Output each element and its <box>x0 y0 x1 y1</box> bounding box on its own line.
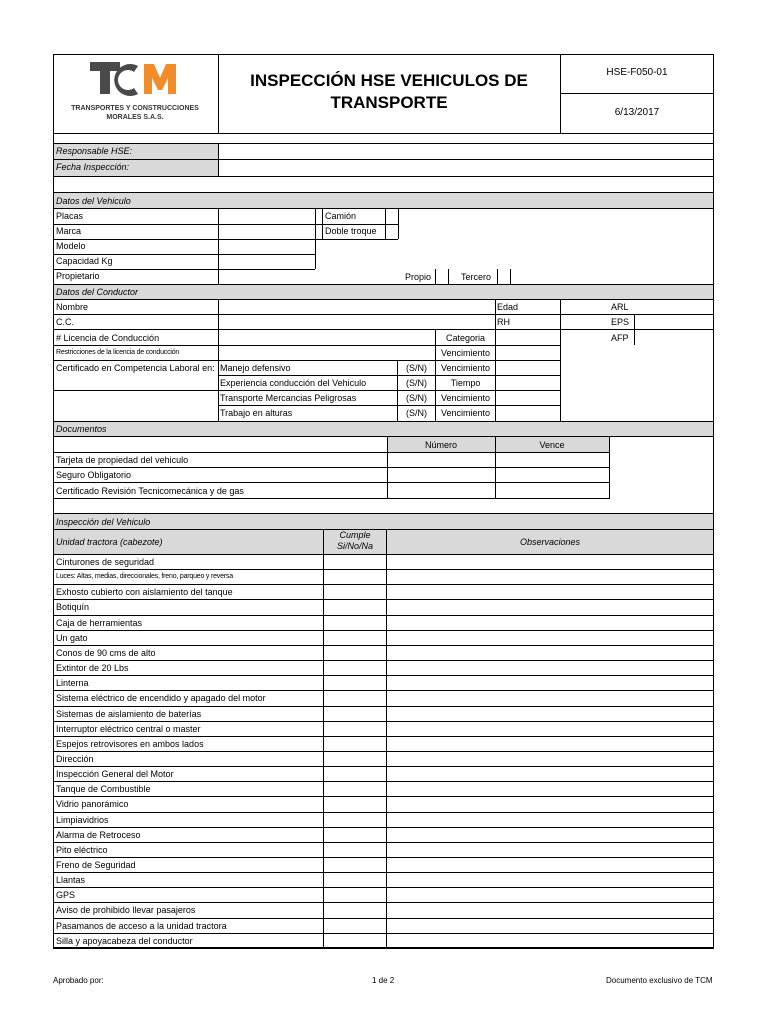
col-unidad: Unidad tractora (cabezote) <box>56 537 163 547</box>
sn-label: (S/N) <box>406 393 427 403</box>
owner-tercero-checkbox[interactable] <box>498 270 510 284</box>
inspection-cumple-cell[interactable] <box>324 676 386 690</box>
inspection-item-label: Aviso de prohibido llevar pasajeros <box>56 905 196 915</box>
cert-right-label: Vencimiento <box>440 393 491 403</box>
inspection-cumple-cell[interactable] <box>324 873 386 887</box>
vehicle-field-label: Capacidad Kg <box>56 256 113 266</box>
form-title: INSPECCIÓN HSE VEHICULOS DE TRANSPORTE <box>250 71 528 112</box>
inspection-cumple-cell[interactable] <box>324 616 386 630</box>
type-camion-label: Camión <box>325 211 357 221</box>
edad-label: Edad <box>497 302 519 312</box>
driver-field-label: Certificado en Competencia Laboral en: <box>56 363 215 373</box>
inspection-obs-cell[interactable] <box>387 843 713 857</box>
inspection-obs-cell[interactable] <box>387 828 713 842</box>
inspection-obs-cell[interactable] <box>387 691 713 705</box>
footer-exclusive: Documento exclusivo de TCM <box>606 976 713 985</box>
inspection-obs-cell[interactable] <box>387 903 713 917</box>
inspection-item-label: Extintor de 20 Lbs <box>56 663 129 673</box>
inspection-item-label: Inspección General del Motor <box>56 769 174 779</box>
inspection-obs-cell[interactable] <box>387 631 713 645</box>
inspection-item-label: Espejos retrovisores en ambos lados <box>56 739 204 749</box>
type-doble-checkbox[interactable] <box>386 224 398 239</box>
inspection-item-label: Silla y apoyacabeza del conductor <box>56 936 193 946</box>
inspection-item-label: Llantas <box>56 875 86 885</box>
inspection-obs-cell[interactable] <box>387 873 713 887</box>
type-camion-checkbox[interactable] <box>386 209 398 224</box>
inspection-item-label: Caja de herramientas <box>56 618 143 628</box>
logo-text: TRANSPORTES Y CONSTRUCCIONES MORALES S.A.S. <box>71 105 199 121</box>
inspection-obs-cell[interactable] <box>387 707 713 721</box>
owner-propio-checkbox[interactable] <box>436 270 448 284</box>
inspection-obs-cell[interactable] <box>387 646 713 660</box>
inspection-item-label: Luces: Altas, medias, direccionales, freno, parqueo y reversa <box>56 573 233 580</box>
inspection-cumple-cell[interactable] <box>324 858 386 872</box>
inspection-cumple-cell[interactable] <box>324 903 386 917</box>
sn-label: (S/N) <box>406 363 427 373</box>
inspection-cumple-cell[interactable] <box>324 707 386 721</box>
driver-field-label: Restricciones de la licencia de conducción <box>56 349 180 356</box>
inspection-cumple-cell[interactable] <box>324 691 386 705</box>
inspection-cumple-cell[interactable] <box>324 555 386 569</box>
type-doble-label: Doble troque <box>325 226 377 236</box>
inspection-obs-cell[interactable] <box>387 767 713 781</box>
inspection-obs-cell[interactable] <box>387 585 713 599</box>
inspection-obs-cell[interactable] <box>387 661 713 675</box>
inspection-cumple-cell[interactable] <box>324 585 386 599</box>
section-inspeccion: Inspección del Vehiculo <box>56 517 151 527</box>
vehicle-field-label: Placas <box>56 211 84 221</box>
inspection-cumple-cell[interactable] <box>324 843 386 857</box>
company-logo <box>60 58 210 128</box>
inspection-item-label: GPS <box>56 890 76 900</box>
section-documentos: Documentos <box>56 424 107 434</box>
cert-label: Transporte Mercancias Peligrosas <box>220 393 357 403</box>
inspection-cumple-cell[interactable] <box>324 646 386 660</box>
inspection-obs-cell[interactable] <box>387 888 713 902</box>
doc-row-label: Certificado Revisión Tecnicomecánica y de gas <box>56 486 244 496</box>
inspection-item-label: Conos de 90 cms de alto <box>56 648 156 658</box>
inspection-item-label: Sistema eléctrico de encendido y apagado del motor <box>56 693 266 703</box>
inspection-obs-cell[interactable] <box>387 570 713 584</box>
inspection-cumple-cell[interactable] <box>324 828 386 842</box>
footer-approved: Aprobado por: <box>53 976 104 985</box>
inspection-cumple-cell[interactable] <box>324 813 386 827</box>
doc-row-label: Tarjeta de propiedad del vehiculo <box>56 455 189 465</box>
inspection-obs-cell[interactable] <box>387 676 713 690</box>
inspection-obs-cell[interactable] <box>387 797 713 811</box>
inspection-cumple-cell[interactable] <box>324 919 386 933</box>
doc-col-numero: Número <box>424 440 457 450</box>
form-date: 6/13/2017 <box>614 107 660 118</box>
inspection-obs-cell[interactable] <box>387 752 713 766</box>
vencimiento-label: Vencimiento <box>440 348 491 358</box>
cert-label: Experiencia conducción del Vehiculo <box>220 378 367 388</box>
inspection-cumple-cell[interactable] <box>324 767 386 781</box>
owner-tercero-label: Tercero <box>461 272 492 282</box>
inspection-item-label: Un gato <box>56 633 88 643</box>
driver-field-label: Nombre <box>56 302 89 312</box>
inspection-obs-cell[interactable] <box>387 722 713 736</box>
vehicle-field-label: Marca <box>56 226 82 236</box>
sn-label: (S/N) <box>406 378 427 388</box>
section-conductor: Datos del Conductor <box>56 287 139 297</box>
col-cumple: Cumple Si/No/Na <box>336 530 373 551</box>
inspection-obs-cell[interactable] <box>387 919 713 933</box>
inspection-cumple-cell[interactable] <box>324 782 386 796</box>
categoria-label: Categoria <box>445 333 486 343</box>
eps-label: EPS <box>611 317 630 327</box>
cert-label: Trabajo en alturas <box>220 408 293 418</box>
inspection-cumple-cell[interactable] <box>324 600 386 614</box>
inspection-item-label: Exhosto cubierto con aislamiento del tanque <box>56 587 233 597</box>
fecha-label: Fecha Inspección: <box>56 162 130 172</box>
inspection-cumple-cell[interactable] <box>324 934 386 948</box>
responsable-input[interactable] <box>219 144 713 159</box>
owner-propio-label: Propio <box>405 272 432 282</box>
inspection-obs-cell[interactable] <box>387 600 713 614</box>
inspection-item-label: Alarma de Retroceso <box>56 830 141 840</box>
inspection-cumple-cell[interactable] <box>324 752 386 766</box>
fecha-input[interactable] <box>219 160 713 175</box>
cert-right-label: Tiempo <box>450 378 481 388</box>
inspection-obs-cell[interactable] <box>387 737 713 751</box>
inspection-obs-cell[interactable] <box>387 555 713 569</box>
form-code: HSE-F050-01 <box>606 67 668 78</box>
doc-col-vence: Vence <box>539 440 565 450</box>
afp-label: AFP <box>611 333 629 343</box>
driver-field-label: # Licencia de Conducción <box>56 333 160 343</box>
inspection-cumple-cell[interactable] <box>324 722 386 736</box>
inspection-item-label: Botiquín <box>56 602 90 612</box>
inspection-item-label: Linterna <box>56 678 89 688</box>
vehicle-field-label: Propietario <box>56 271 100 281</box>
inspection-cumple-cell[interactable] <box>324 661 386 675</box>
inspection-item-label: Pito eléctrico <box>56 845 108 855</box>
inspection-cumple-cell[interactable] <box>324 631 386 645</box>
col-observaciones: Observaciones <box>519 537 581 547</box>
cert-right-label: Vencimiento <box>440 408 491 418</box>
inspection-item-label: Cinturones de seguridad <box>56 557 155 567</box>
sn-label: (S/N) <box>406 408 427 418</box>
inspection-item-label: Dirección <box>56 754 94 764</box>
inspection-item-label: Freno de Seguridad <box>56 860 136 870</box>
doc-row-label: Seguro Obligatorio <box>56 470 132 480</box>
inspection-cumple-cell[interactable] <box>324 570 386 584</box>
inspection-obs-cell[interactable] <box>387 934 713 948</box>
inspection-cumple-cell[interactable] <box>324 737 386 751</box>
inspection-item-label: Pasamanos de acceso a la unidad tractora <box>56 921 227 931</box>
inspection-obs-cell[interactable] <box>387 813 713 827</box>
vehicle-field-label: Modelo <box>56 241 86 251</box>
inspection-item-label: Tanque de Combustible <box>56 784 151 794</box>
responsable-label: Responsable HSE: <box>56 146 133 156</box>
section-vehiculo: Datos del Vehiculo <box>56 196 131 206</box>
inspection-item-label: Limpiavidrios <box>56 815 109 825</box>
inspection-item-label: Vidrio panorámico <box>56 799 129 809</box>
inspection-obs-cell[interactable] <box>387 858 713 872</box>
cert-label: Manejo defensivo <box>220 363 291 373</box>
inspection-obs-cell[interactable] <box>387 782 713 796</box>
footer-page: 1 de 2 <box>372 976 395 985</box>
arl-label: ARL <box>611 302 629 312</box>
driver-field-label: C.C. <box>56 317 74 327</box>
rh-label: RH <box>497 317 510 327</box>
inspection-item-label: Sistemas de aislamiento de baterías <box>56 709 202 719</box>
inspection-item-label: Interruptor eléctrico central o master <box>56 724 201 734</box>
inspection-obs-cell[interactable] <box>387 616 713 630</box>
inspection-cumple-cell[interactable] <box>324 888 386 902</box>
inspection-cumple-cell[interactable] <box>324 797 386 811</box>
cert-right-label: Vencimiento <box>440 363 491 373</box>
